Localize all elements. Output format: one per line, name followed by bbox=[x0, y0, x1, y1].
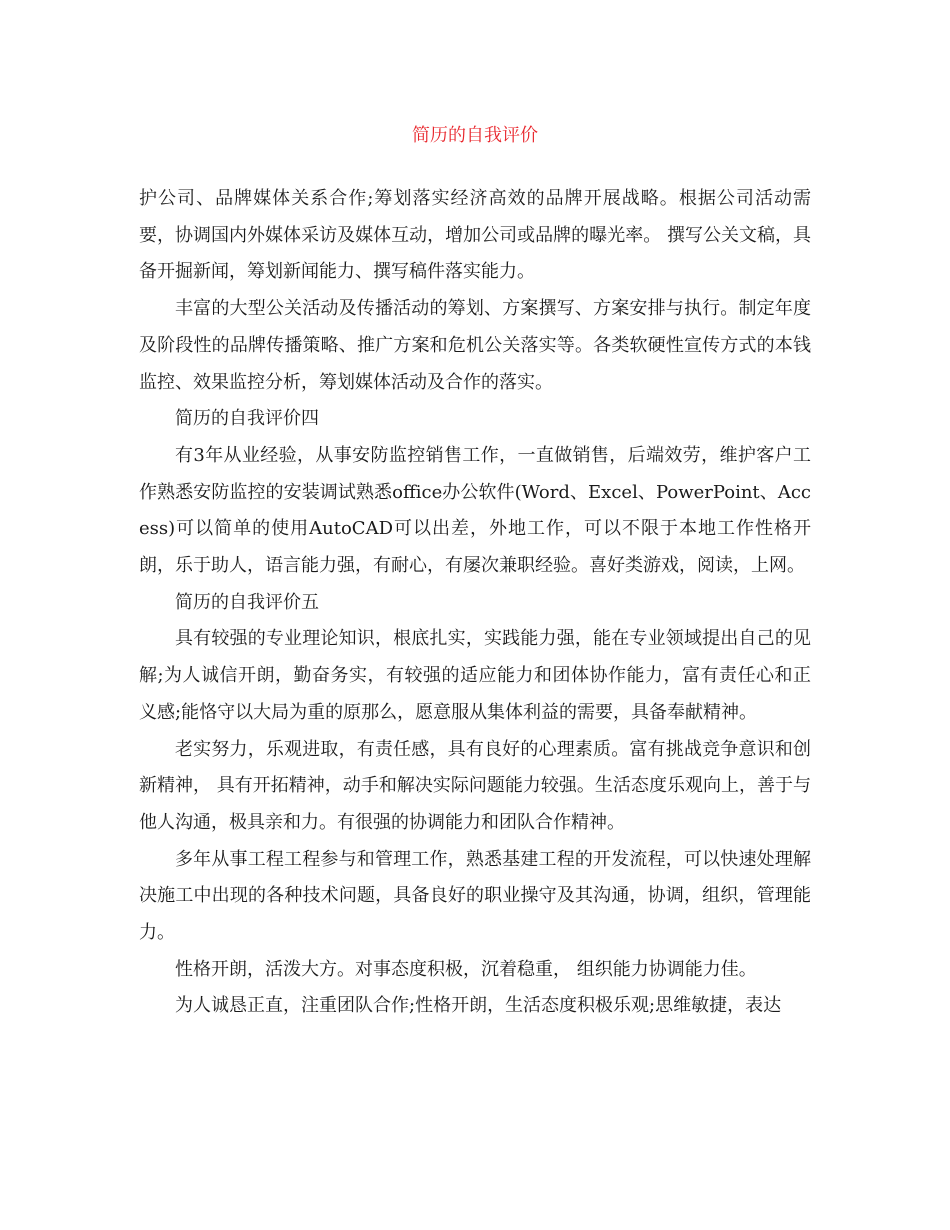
paragraph: 多年从事工程工程参与和管理工作，熟悉基建工程的开发流程，可以快速处理解决施工中出现的各种技术问题，具备良好的职业操守及其沟通，协调，组织，管理能力。 bbox=[139, 848, 811, 944]
paragraph-continuation: 护公司、品牌媒体关系合作;筹划落实经济高效的品牌开展战略。根据公司活动需要，协调国内外媒体采访及媒体互动，增加公司或品牌的曝光率。 撰写公关文稿，具备开掘新闻，筹划新闻能力、撰写稿件落实能力。 bbox=[139, 188, 811, 283]
paragraph: 老实努力，乐观进取，有责任感，具有良好的心理素质。富有挑战竞争意识和创新精神， 具有开拓精神，动手和解决实际问题能力较强。生活态度乐观向上，善于与他人沟通，极具亲和力。有很强的协调能力和团队合作精神。 bbox=[139, 738, 811, 833]
paragraph: 性格开朗，活泼大方。对事态度积极，沉着稳重， 组织能力协调能力佳。 bbox=[175, 958, 757, 980]
paragraph: 为人诚恳正直，注重团队合作;性格开朗，生活态度积极乐观;思维敏捷，表达 bbox=[175, 995, 782, 1017]
paragraph: 具有较强的专业理论知识，根底扎实，实践能力强，能在专业领域提出自己的见解;为人诚信开朗，勤奋务实，有较强的适应能力和团体协作能力，富有责任心和正义感;能恪守以大局为重的原那么，愿意服从集体利益的需要，具备奉献精神。 bbox=[139, 628, 811, 723]
section-heading: 简历的自我评价四 bbox=[175, 408, 319, 430]
document-body bbox=[139, 181, 811, 1025]
paragraph: 丰富的大型公关活动及传播活动的筹划、方案撰写、方案安排与执行。制定年度及阶段性的品牌传播策略、推广方案和危机公关落实等。各类软硬性宣传方式的本钱监控、效果监控分析，筹划媒体活动及合作的落实。 bbox=[139, 298, 811, 393]
document-title: 简历的自我评价 bbox=[412, 125, 538, 146]
paragraph: 有3年从业经验，从事安防监控销售工作，一直做销售，后端效劳，维护客户工作熟悉安防监控的安装调试熟悉office办公软件(Word、Excel、PowerPoint、Access)可以简单的使用AutoCAD可以出差，外地工作，可以不限于本地工作性格开朗，乐于助人，语言能力强，有耐心，有屡次兼职经验。喜好类游戏，阅读，上网。 bbox=[139, 444, 811, 577]
section-heading: 简历的自我评价五 bbox=[175, 591, 319, 613]
